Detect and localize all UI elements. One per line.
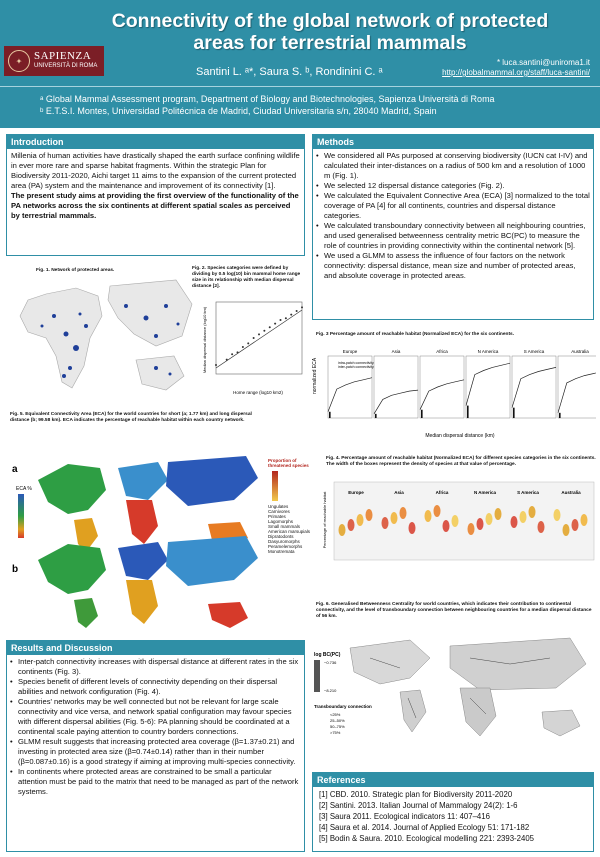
fig4-violin	[572, 519, 579, 531]
poster-title: Connectivity of the global network of protected areas for terrestrial mammals	[111, 10, 549, 54]
fig2-scatter	[200, 298, 306, 398]
fig5-color-scale	[18, 494, 24, 538]
logo-subtitle: UNIVERSITÀ DI ROMA	[34, 63, 98, 69]
fig2-point	[274, 323, 276, 325]
university-seal-icon: ✦	[8, 50, 30, 72]
affiliation-b: ᵇ E.T.S.I. Montes, Universidad Politécnica de Madrid, Ciudad Universitaria s/n, 28040 Madrid, Spain	[40, 106, 437, 116]
fig4-violin	[400, 507, 407, 519]
fig6-trans-title: Transboundary connection	[314, 704, 372, 709]
fig2-point	[247, 342, 249, 344]
fig3-intra-bar	[421, 410, 423, 418]
taxon-label: Small mammals	[268, 524, 301, 529]
fig2-point	[296, 310, 298, 312]
results-item: • Countries' networks may be well connected but not be relevant for large scale connectivity and vice versa, and network spatial configuration may favour species with different dispersal abilities (Fig. 5-6): PA planning should be coordinated at a continental scale paying attention to country borders connections.	[9, 697, 301, 737]
fig4-violin	[538, 521, 545, 533]
methods-heading: Methods	[313, 135, 593, 149]
taxon-label: Dipratodonts	[268, 534, 294, 539]
fig4-violin	[434, 505, 441, 517]
fig6-trans-item: 25–50%	[330, 718, 345, 723]
fig2-point	[258, 333, 260, 335]
introduction-heading: Introduction	[7, 135, 304, 149]
fig4-violin	[468, 523, 475, 535]
fig6-legend-min: −8.210	[324, 688, 337, 693]
fig6-scale-bar	[314, 660, 320, 692]
fig5-label-b: b	[12, 564, 19, 575]
threatened-legend-title: Proportion of threatened species	[268, 458, 309, 468]
fig3-panel-title: S America	[523, 349, 545, 354]
fig3-intra-bar	[329, 412, 331, 418]
fig2-xlabel: Home range (log10 km2)	[233, 390, 283, 395]
fig4-violin	[348, 519, 355, 531]
fig4-violin	[425, 510, 432, 522]
methods-item: • We used a GLMM to assess the influence of four factors on the network connectivity: dispersal distance, mean size and number of protected areas, and absolute coverage in protected areas.	[315, 251, 590, 281]
fig4-plot-area	[334, 482, 594, 560]
fig6-trans-item: 50–75%	[330, 724, 345, 729]
asia-outline	[108, 280, 192, 346]
fig6-legend-title: log BC(PC)	[314, 652, 341, 658]
fig2-point	[269, 326, 271, 328]
fig4-panel-title: N America	[473, 490, 497, 495]
fig4-violin	[495, 508, 502, 520]
fig3-panel-title: Australia	[571, 349, 589, 354]
reference-item: [4] Saura et al. 2014. Journal of Applied Ecology 51: 171-182	[319, 823, 530, 832]
results-item: • GLMM result suggests that increasing protected area coverage (β=1.37±0.21) and investing in protected area size (β=0.74±0.14) rather than in their number (β=0.087±0.16) is a good strategy if aiming at improving multi-species connectivity.	[9, 737, 301, 767]
fig4-violin	[409, 522, 416, 534]
fig2-plot-area	[216, 302, 302, 374]
fig3-panel	[466, 356, 510, 418]
fig5-legend-title: ECA %	[16, 486, 32, 492]
methods-section	[312, 134, 594, 320]
fig4-violin	[563, 524, 570, 536]
references-heading: References	[313, 773, 593, 787]
results-item: • In continents where protected areas are constrained to be small a particular attention must be paid to the matrix that need to be managed as part of the network systems.	[9, 767, 301, 797]
fig4-violin	[366, 509, 373, 521]
fig4-panel-title: Asia	[394, 490, 404, 495]
contact-email[interactable]: * luca.santini@uniroma1.it	[496, 58, 590, 67]
fig5-label-a: a	[12, 464, 18, 475]
fig4-violin	[357, 514, 364, 526]
fig1-caption: Fig. 1. Network of protected areas.	[36, 268, 115, 273]
fig3-panel	[558, 356, 596, 418]
fig3-xlabel: Median dispersal distance (km)	[425, 433, 495, 439]
fig5-map-b	[38, 536, 258, 628]
results-heading: Results and Discussion	[7, 641, 304, 655]
fig4-violin	[520, 511, 527, 523]
fig4-panel-title: Australia	[561, 490, 581, 495]
methods-item: • We calculated transboundary connectivity between all neighbouring countries, and used generalised betweenness centrality metric BC(PC) to measure the role of countries in providing connectivity within the continental network [5].	[315, 221, 590, 251]
fig3-intra-bar	[375, 414, 377, 418]
fig2-point	[253, 337, 255, 339]
affiliation-a: ᵃ Global Mammal Assessment program, Department of Biology and Biotechnologies, Sapienza Università di Roma	[40, 94, 495, 104]
fig3-ylabel: normalized ECA	[312, 357, 318, 394]
fig5-caption: Fig. 5. Equivalent Connectivity Area (ECA) for the world countries for short (a; 1.77 km) and long dispersal distance (b; 99.58 km). ECA indicates the percentage of reachable habitat within each country network.	[10, 412, 252, 423]
fig3-panel-title: N America	[477, 349, 499, 354]
fig2-point	[301, 306, 303, 308]
fig4-panel-title: Europe	[348, 490, 364, 495]
fig5-maps	[8, 440, 270, 630]
fig2-point	[231, 353, 233, 355]
fig6-map	[310, 628, 596, 768]
fig6-trans-item: <25%	[330, 712, 341, 717]
methods-item: • We considered all PAs purposed at conserving biodiversity (IUCN cat I-IV) and calculated their inter-distances on a radius of 500 km and a resolution of 1000 m (Fig. 1).	[315, 151, 590, 181]
references-section	[312, 772, 594, 852]
taxon-label: Lagomorphs	[268, 519, 294, 524]
results-item: • Inter-patch connectivity increases with dispersal distance at different rates in the six continents (Fig. 3).	[9, 657, 301, 677]
fig4-violin	[452, 515, 459, 527]
taxa-legend	[268, 504, 318, 554]
taxon-label: Monotremata	[268, 549, 295, 554]
results-item: • Species benefit of different levels of connectivity depending on their dispersal abilities and network configuration (Fig. 4).	[9, 677, 301, 697]
threatened-legend	[268, 458, 314, 501]
logo-name: SAPIENZA	[34, 50, 92, 62]
fig4-panel-title: S America	[517, 490, 539, 495]
introduction-text: Millenia of human activities have drastically shaped the earth surface confining wildlife in ever more rare and sparse habitat fragments. Within the strategic Plan for Biodiversity 2011-2020, Aichi target 11 aims to the expansion of the current protected area (PA) system and the maintenance and improvement of its connectivity [1].	[11, 151, 300, 190]
taxon-label: Ungulates	[268, 504, 289, 509]
fig3-panel-title: Africa	[436, 349, 448, 354]
fig4-violin	[581, 514, 588, 526]
fig3-panel	[374, 356, 418, 418]
fig4-violin	[511, 516, 518, 528]
fig6-trans-item: >75%	[330, 730, 341, 735]
fig3-caption: Fig. 3 Percentage amount of reachable habitat (Normalized ECA) for the six continents.	[316, 332, 515, 337]
reference-item: [2] Santini. 2013. Italian Journal of Mammalogy 24(2): 1-6	[319, 801, 518, 810]
fig3-intra-bar	[513, 408, 515, 418]
threatened-scale	[272, 471, 278, 501]
fig4-violin	[529, 506, 536, 518]
fig3-panel-title: Asia	[391, 349, 401, 354]
fig4-violin	[339, 524, 346, 536]
fig4-violin	[382, 517, 389, 529]
results-section	[6, 640, 305, 852]
fig3-legend-inter: inter-patch connectivity	[338, 365, 374, 369]
fig5-map-a	[38, 456, 258, 552]
taxon-label: American marsupials	[268, 529, 311, 534]
fig4-violin	[486, 513, 493, 525]
methods-item: • We calculated the Equivalent Connective Area (ECA) [3] normalized to the total coverage of PA [4] for all continents, countries and dispersal distance categories.	[315, 191, 590, 221]
reference-item: [1] CBD. 2010. Strategic plan for Biodiversity 2011-2020	[319, 790, 513, 799]
fig2-point	[263, 330, 265, 332]
introduction-section	[6, 134, 305, 256]
fig4-violin	[477, 518, 484, 530]
australia-outline	[136, 356, 184, 390]
fig2-point	[242, 346, 244, 348]
fig6-caption: Fig. 6. Generalised Betweenness Centrality for world countries, which indicates their contribution to continental connectivity, and the level of transboundary connection between neighbouring countries for a median dispersal distance of 56 km.	[316, 602, 592, 619]
header-divider	[0, 86, 600, 87]
fig3-panel	[420, 356, 464, 418]
fig2-ylabel: Median dispersal distance (log10 km)	[202, 306, 207, 374]
sapienza-logo	[4, 46, 104, 76]
fig6-legend-max: −0.736	[324, 660, 337, 665]
fig4-ylabel: Percentage of reachable habitat	[322, 491, 327, 549]
taxon-label: Dasyuromorphs	[268, 539, 300, 544]
taxon-label: Primates	[268, 514, 286, 519]
fig3-legend-intra: intra-patch connectivity	[338, 361, 374, 365]
taxon-label: Peramelemorphs	[268, 544, 303, 549]
fig2-point	[285, 317, 287, 319]
taxon-label: Carnivores	[268, 509, 290, 514]
fig4-violin	[443, 520, 450, 532]
fig3-panel-title: Europe	[342, 349, 358, 354]
fig1-map	[6, 276, 196, 406]
fig2-point	[290, 314, 292, 316]
reference-item: [5] Bodin & Saura. 2010. Ecological modelling 221: 2393-2405	[319, 834, 534, 843]
fig4-violin	[554, 509, 561, 521]
fig3-intra-bar	[467, 406, 469, 418]
fig2-caption: Fig. 2. Species categories were defined by dividing by 0.5 log(10) bin mammal home range size in its relationship with median dispersal distance [2].	[192, 266, 301, 289]
reference-item: [3] Saura 2011. Ecological indicators 11: 407–416	[319, 812, 490, 821]
fig3-chart	[310, 342, 596, 440]
fig4-panel-title: Africa	[435, 490, 449, 495]
methods-item: • We selected 12 dispersal distance categories (Fig. 2).	[315, 181, 590, 191]
fig4-caption: Fig. 4. Percentage amount of reachable habitat (Normalized ECA) for different species categories in the six continents. The width of the boxes represent the density of species at that value of percentage.	[326, 456, 596, 467]
contact-url-link[interactable]: http://globalmammal.org/staff/luca-santini/	[442, 68, 590, 77]
authors: Santini L. ᵃ*, Saura S. ᵇ, Rondinini C. ᵃ	[196, 66, 383, 78]
africa-outline	[20, 288, 102, 388]
fig2-point	[280, 319, 282, 321]
fig4-chart	[320, 480, 596, 564]
introduction-aim: The present study aims at providing the first overview of the functionality of the PA networks across the six continents at different spatial scales as perceived by terrestrial mammals.	[11, 191, 299, 220]
fig3-intra-bar	[559, 413, 561, 418]
fig2-point	[215, 364, 217, 366]
fig4-violin	[391, 512, 398, 524]
